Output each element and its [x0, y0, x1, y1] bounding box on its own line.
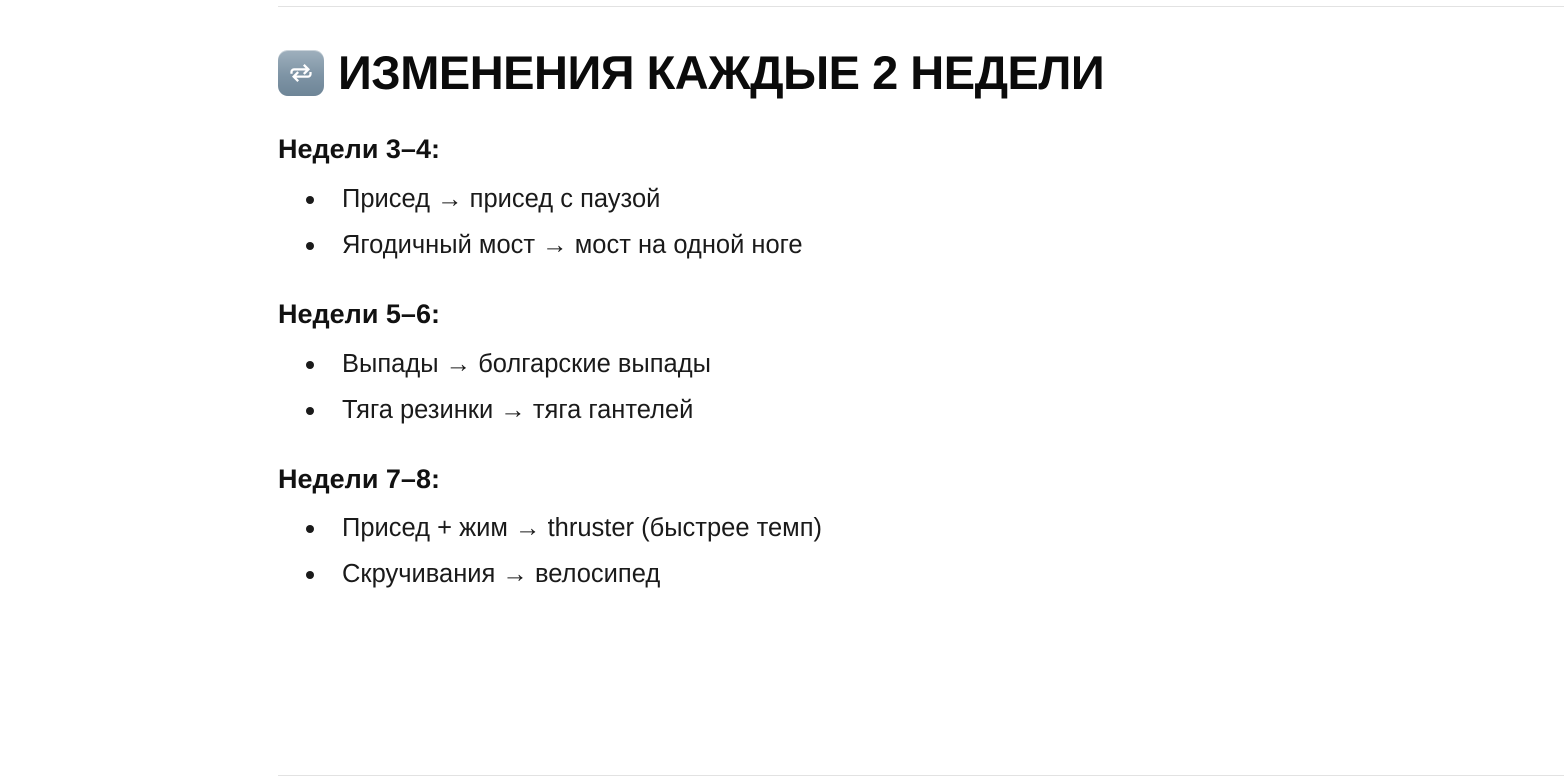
page-title-text: ИЗМЕНЕНИЯ КАЖДЫЕ 2 НЕДЕЛИ	[338, 46, 1105, 99]
section-list	[278, 346, 1524, 429]
list-item: Скручивания → велосипед	[278, 556, 1524, 593]
list-item: Выпады → болгарские выпады	[278, 346, 1524, 383]
list-item: Ягодичный мост → мост на одной ноге	[278, 227, 1524, 264]
section-heading: Недели 3–4:	[278, 134, 440, 165]
bottom-divider	[278, 775, 1564, 776]
section-weeks-3-4	[278, 133, 1524, 264]
repeat-icon	[278, 50, 324, 96]
section-weeks-7-8	[278, 463, 1524, 594]
top-divider	[278, 6, 1564, 7]
section-list	[278, 181, 1524, 264]
section-heading: Недели 7–8:	[278, 463, 440, 494]
section-heading: Недели 5–6:	[278, 299, 440, 330]
list-item: Присед + жим → thruster (быстрее темп)	[278, 510, 1524, 547]
list-item: Тяга резинки → тяга гантелей	[278, 392, 1524, 429]
page-title	[278, 48, 1524, 97]
section-weeks-5-6	[278, 298, 1524, 429]
section-list	[278, 510, 1524, 593]
list-item: Присед → присед с паузой	[278, 181, 1524, 218]
document-content	[278, 48, 1524, 593]
